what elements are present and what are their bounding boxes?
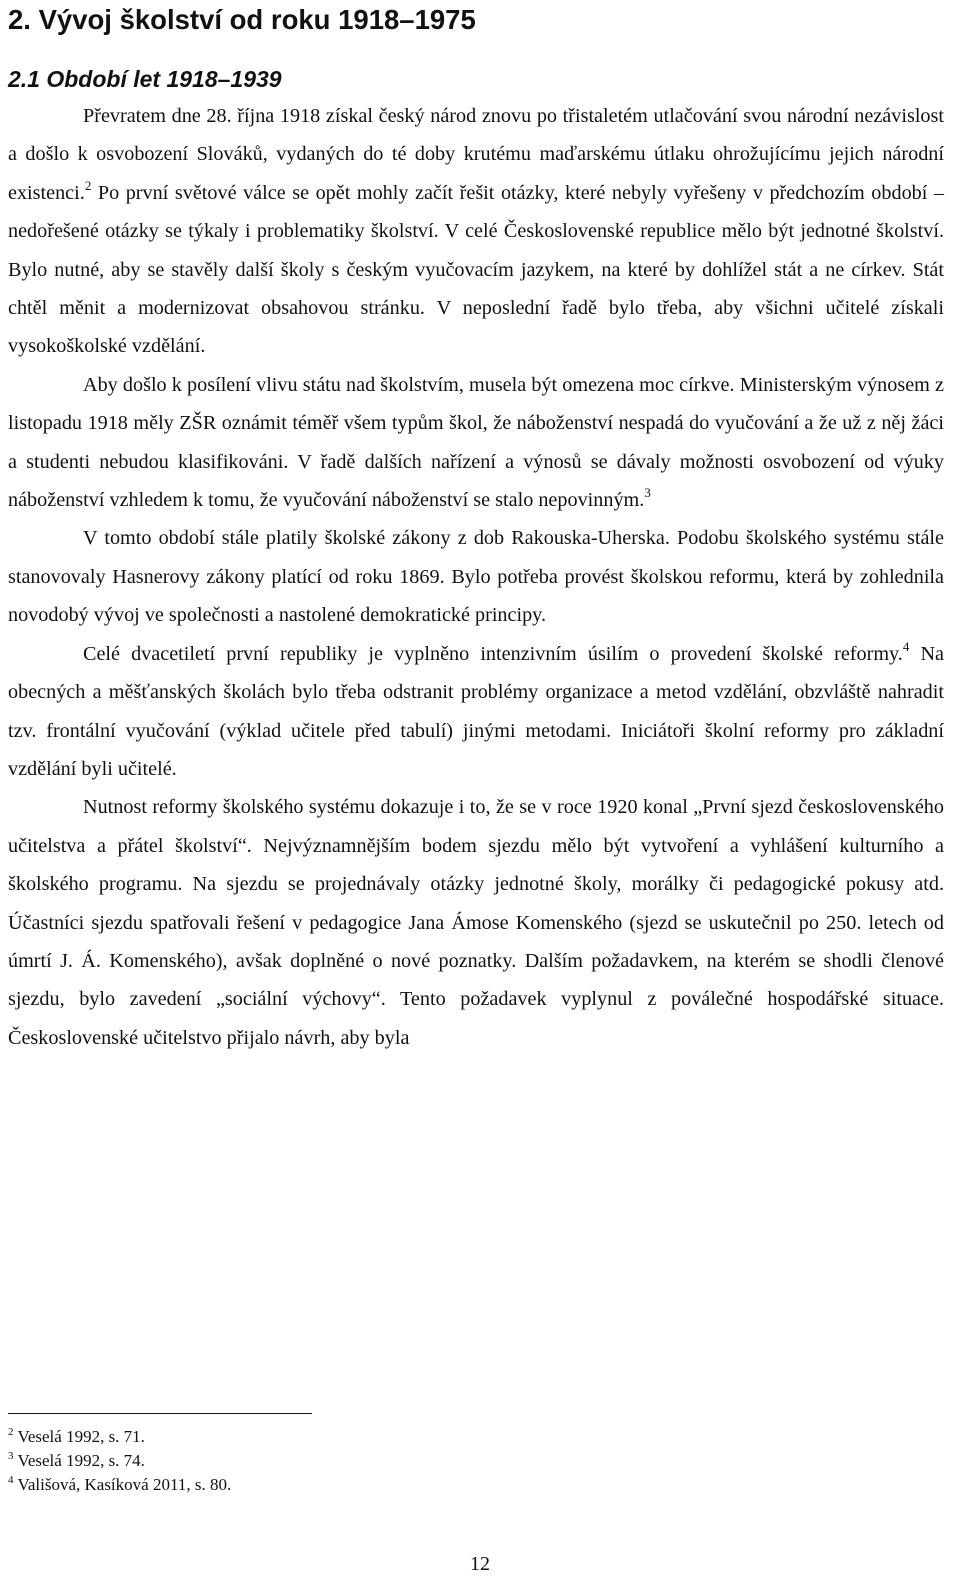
footnote-separator [8,1413,312,1414]
footnote-number: 4 [8,1474,14,1486]
footnote-text: Veselá 1992, s. 71. [17,1427,145,1446]
paragraph [8,788,944,1057]
paragraph-text: Aby došlo k posílení vlivu státu nad školstvím, musela být omezena moc církve. Ministerským výnosem z listopadu 1918 měly ZŠR oznámit téměř všem typům škol, že náboženství nespadá do vyučování a že už z něj žáci a studenti nebudou klasifikováni. V řadě dalších nařízení a výnosů se dávaly možnosti osvobození od výuky náboženství vzhledem k tomu, že vyučování náboženství se stalo nepovinným. [8,373,944,512]
footnote-number: 2 [8,1426,14,1438]
paragraph-text: Na obecných a měšťanských školách bylo třeba odstranit problémy organizace a metod vzdělání, obzvláště nahradit tzv. frontální vyučování (výklad učitele před tabulí) jinými metodami. Iniciátoři školní reformy pro základní vzdělání byli učitelé. [8,642,944,780]
paragraph-text: Celé dvacetiletí první republiky je vyplněno intenzivním úsilím o provedení školské reformy. [83,642,903,665]
paragraph-text: V tomto období stále platily školské zákony z dob Rakouska-Uherska. Podobu školského systému stále stanovovaly Hasnerovy zákony platící od roku 1869. Bylo potřeba provést školskou reformu, která by zohlednila novodobý vývoj ve společnosti a nastolené demokratické principy. [8,527,944,627]
footnote-number: 3 [8,1450,14,1462]
footnote [8,1449,608,1473]
footnote-reference: 3 [644,485,651,501]
paragraph-text: Nutnost reformy školského systému dokazuje i to, že se v roce 1920 konal „První sjezd československého učitelstva a přátel školství“. Nejvýznamnějším bodem sjezdu mělo být vytvoření a vyhlášení kulturního a školského programu. Na sjezdu se projednávaly otázky jednotné školy, morálky či pedagogické pokusy atd. Účastníci sjezdu spatřovali řešení v pedagogice Jana Ámose Komenského (sjezd se uskutečnil po 250. letech od úmrtí J. Á. Komenského), avšak doplněné o nové poznatky. Dalším požadavkem, na kterém se shodli členové sjezdu, bylo zavedení „sociální výchovy“. Tento požadavek vyplynul z poválečné hospodářské situace. Československé učitelstvo přijalo návrh, aby byla [8,796,944,1049]
chapter-heading: 2. Vývoj školství od roku 1918–1975 [8,4,476,35]
section-heading: 2.1 Období let 1918–1939 [8,66,282,92]
footnotes [8,1425,608,1497]
paragraph [8,519,944,634]
body-text [8,97,944,1057]
footnote-reference: 4 [902,638,910,654]
footnote-reference: 2 [84,177,92,193]
footnote [8,1425,608,1449]
paragraph-text: Po první světové válce se opět mohly začít řešit otázky, které nebyly vyřešeny v předchozím období – nedořešené otázky se týkaly i problematiky školství. V celé Československé republice mělo být jednotné školství. Bylo nutné, aby se stavěly další školy s českým vyučovacím jazykem, na které by dohlížel stát a ne církev. Stát chtěl měnit a modernizovat obsahovou stránku. V neposlední řadě bylo třeba, aby všichni učitelé získali vysokoškolské vzdělání. [8,181,944,358]
paragraph [8,97,944,366]
paragraph [8,635,944,789]
page-number: 12 [470,1553,490,1575]
footnote-text: Veselá 1992, s. 74. [17,1451,145,1470]
footnote [8,1473,608,1497]
paragraph-text: Převratem dne 28. října 1918 získal český národ znovu po třistaletém utlačování svou národní nezávislost a došlo k osvobození Slováků, vydaných do té doby krutému maďarskému útlaku ohrožujícímu jejich národní existenci. [8,105,944,204]
footnote-text: Vališová, Kasíková 2011, s. 80. [17,1475,232,1494]
paragraph [8,366,944,520]
